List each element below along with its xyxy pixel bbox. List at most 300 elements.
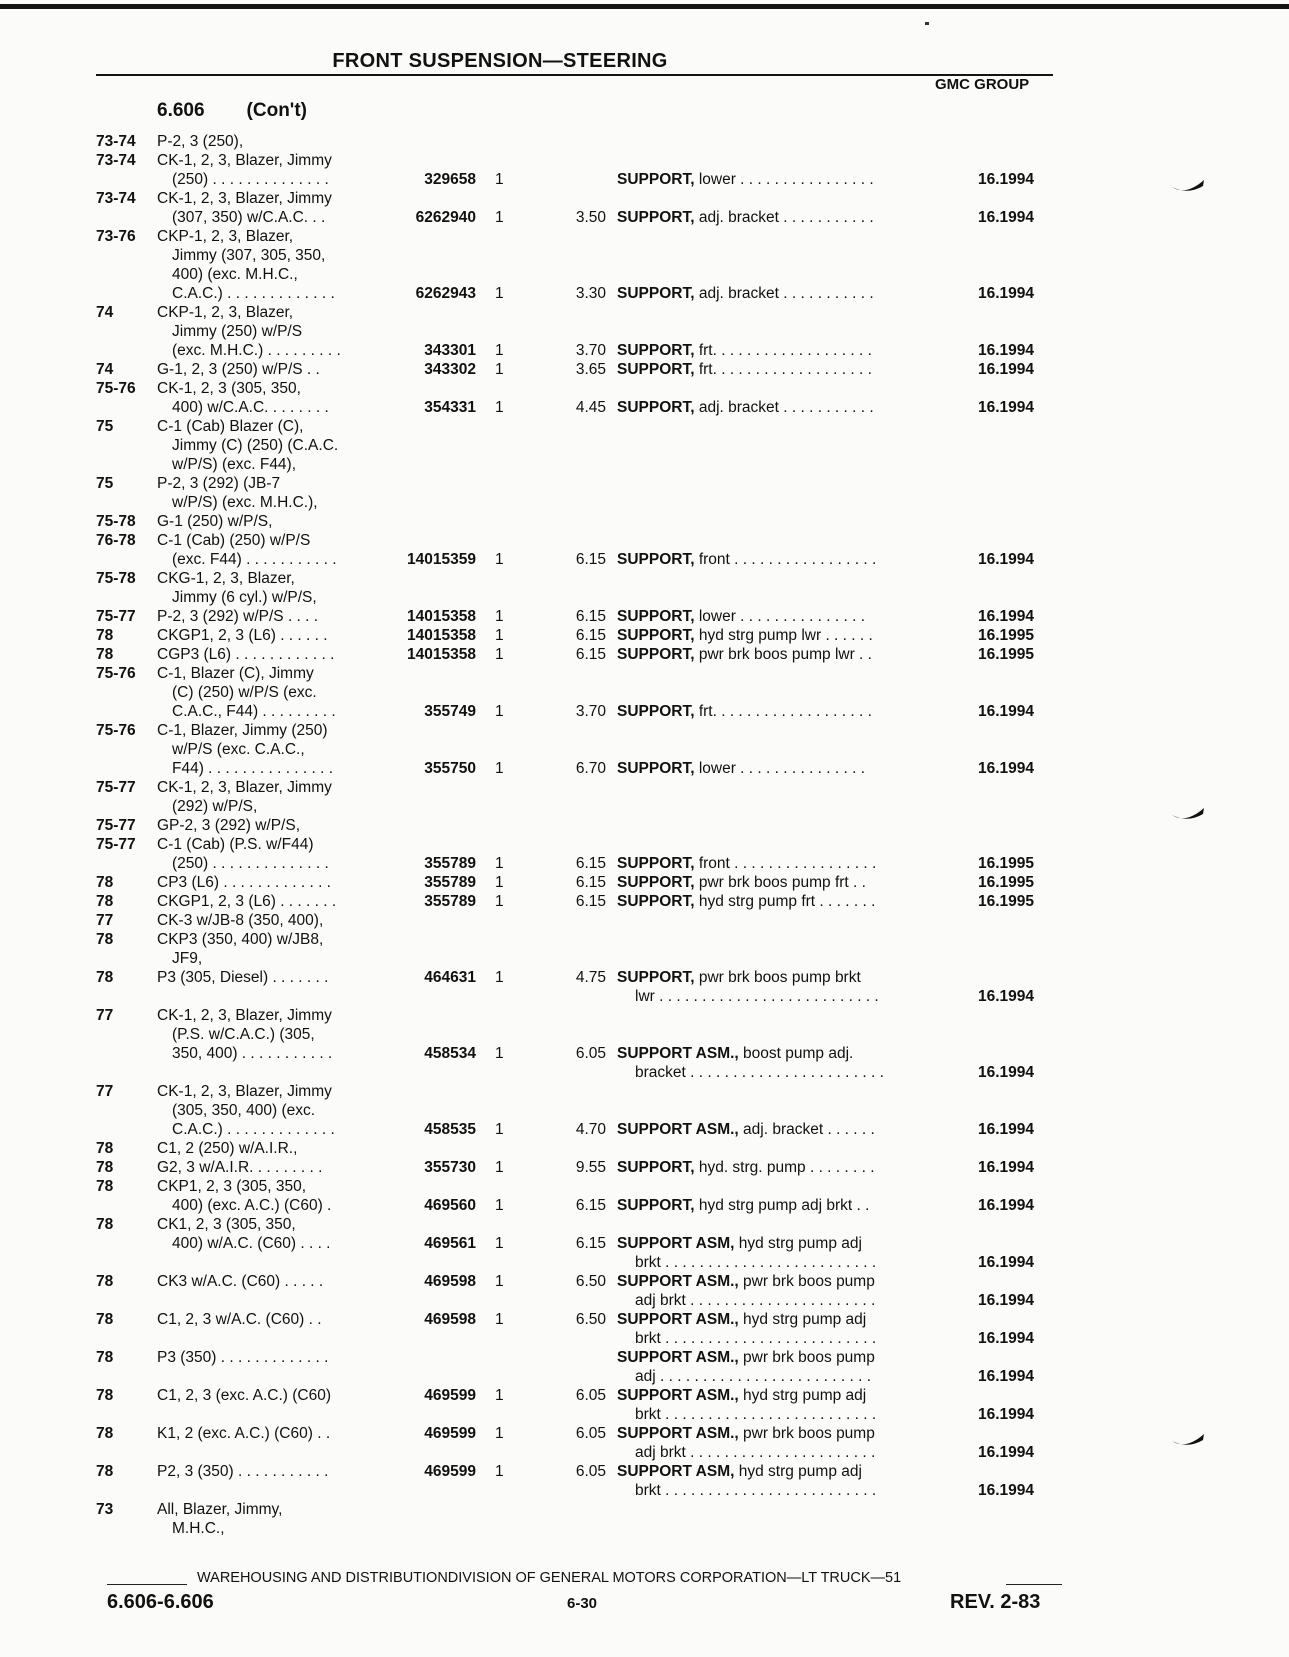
table-row [0,493,1289,512]
part-detail: adj brkt . . . . . . . . . . . . . . . . . . . . . . [635,1444,876,1461]
table-row [0,778,1289,797]
part-name: SUPPORT, [617,646,695,663]
price: 6.05 [575,1045,606,1062]
model-year: 78 [96,1273,114,1290]
model-year: 77 [96,1007,114,1024]
application-text: CP3 (L6) . . . . . . . . . . . . . [157,874,331,891]
part-detail: hyd strg pump lwr . . . . . . [694,627,873,644]
table-row [0,626,1289,645]
group-number: 16.1994 [978,1159,1035,1176]
table-row [0,797,1289,816]
table-row [0,417,1289,436]
application-text: CK-3 w/JB-8 (350, 400), [157,912,324,929]
table-row [0,1386,1289,1405]
group-number: 16.1994 [978,1368,1035,1385]
table-row [0,987,1289,1006]
price: 9.55 [575,1159,606,1176]
quantity: 1 [495,361,504,378]
part-detail: pwr brk boos pump [738,1425,875,1442]
application-text: (305, 350, 400) (exc. [172,1102,316,1119]
table-row [0,607,1289,626]
model-year: 75-77 [96,779,136,796]
part-detail: adj. bracket . . . . . . . . . . . [694,285,874,302]
part-description [617,1310,866,1329]
part-number: 355749 [424,703,476,720]
footer-section-range: 6.606-6.606 [107,1591,214,1613]
application-text: GP-2, 3 (292) w/P/S, [157,817,300,834]
group-number: 16.1994 [978,608,1035,625]
table-row [0,740,1289,759]
table-row [0,1405,1289,1424]
part-name: SUPPORT ASM., [617,1121,739,1138]
part-name: SUPPORT ASM., [617,1273,739,1290]
price: 6.50 [575,1273,606,1290]
binder-check-mark [1170,178,1206,196]
application-text: w/P/S) (exc. F44), [172,456,297,473]
table-row [0,1044,1289,1063]
table-row [0,322,1289,341]
quantity: 1 [495,399,504,416]
price: 6.05 [575,1425,606,1442]
table-row [0,1310,1289,1329]
table-row [0,854,1289,873]
part-name: SUPPORT ASM., [617,1311,739,1328]
model-year: 78 [96,893,114,910]
application-text: CK3 w/A.C. (C60) . . . . . [157,1273,324,1290]
part-number: 469599 [424,1387,476,1404]
application-text: CGP3 (L6) . . . . . . . . . . . . [157,646,335,663]
group-number: 16.1994 [978,342,1035,359]
part-description [617,702,872,721]
table-row [0,341,1289,360]
part-number: 6262943 [415,285,476,302]
section-heading [157,100,307,122]
table-row [0,379,1289,398]
group-number: 16.1994 [978,760,1035,777]
table-row [0,1196,1289,1215]
group-number: 16.1994 [978,551,1035,568]
quantity: 1 [495,1045,504,1062]
table-row [0,227,1289,246]
price: 6.05 [575,1387,606,1404]
part-name: SUPPORT, [617,969,695,986]
part-description [617,759,865,778]
application-text: 400) w/A.C. (C60) . . . . [172,1235,331,1252]
group-number: 16.1995 [978,646,1035,663]
application-text: C1, 2 (250) w/A.I.R., [157,1140,298,1157]
part-description [617,341,872,360]
application-text: Jimmy (307, 305, 350, [172,247,326,264]
part-description [617,398,874,417]
part-detail: frt. . . . . . . . . . . . . . . . . . . [694,703,872,720]
group-number: 16.1994 [978,1292,1035,1309]
model-year: 75-77 [96,817,136,834]
table-row [0,1291,1289,1310]
part-description [617,1044,853,1063]
quantity: 1 [495,342,504,359]
table-row [0,151,1289,170]
title-rule [96,74,1053,76]
part-number: 464631 [424,969,476,986]
part-description [617,1120,875,1139]
table-row [0,474,1289,493]
part-number: 458535 [424,1121,476,1138]
binder-check-mark [1170,806,1206,824]
application-text: CKGP1, 2, 3 (L6) . . . . . . . [157,893,337,910]
application-text: CK-1, 2, 3, Blazer, Jimmy [157,1083,332,1100]
table-row [0,1500,1289,1519]
part-number: 343301 [424,342,476,359]
table-row [0,664,1289,683]
quantity: 1 [495,171,504,188]
model-year: 75-77 [96,608,136,625]
part-detail: brkt . . . . . . . . . . . . . . . . . . . . . . . . . [635,1254,877,1271]
part-description [617,854,876,873]
application-text: C-1, Blazer (C), Jimmy [157,665,314,682]
quantity: 1 [495,551,504,568]
quantity: 1 [495,969,504,986]
part-name: SUPPORT ASM., [617,1349,739,1366]
model-year: 77 [96,912,114,929]
part-name: SUPPORT, [617,209,695,226]
application-text: CKGP1, 2, 3 (L6) . . . . . . [157,627,328,644]
price: 3.70 [575,342,606,359]
footer-rule-right [1006,1584,1062,1585]
application-text: P-2, 3 (250), [157,133,244,150]
part-name: SUPPORT, [617,171,695,188]
model-year: 75-77 [96,836,136,853]
application-text: (exc. M.H.C.) . . . . . . . . . [172,342,341,359]
model-year: 78 [96,1178,114,1195]
part-number: 14015358 [407,646,476,663]
part-detail: brkt . . . . . . . . . . . . . . . . . . . . . . . . . [635,1482,877,1499]
part-description [635,1063,884,1082]
part-description [635,1329,876,1348]
table-row [0,1120,1289,1139]
quantity: 1 [495,855,504,872]
group-number: 16.1994 [978,285,1035,302]
part-detail: brkt . . . . . . . . . . . . . . . . . . . . . . . . . [635,1330,877,1347]
model-year: 75 [96,418,114,435]
model-year: 78 [96,1311,114,1328]
part-name: SUPPORT, [617,703,695,720]
model-year: 75-76 [96,380,136,397]
part-number: 469598 [424,1311,476,1328]
group-number: 16.1994 [978,1444,1035,1461]
part-detail: lwr . . . . . . . . . . . . . . . . . . . . . . . . . . [635,988,879,1005]
application-text: P-2, 3 (292) w/P/S . . . . [157,608,319,625]
part-description [617,284,874,303]
part-detail: brkt . . . . . . . . . . . . . . . . . . . . . . . . . [635,1406,877,1423]
footer-revision: REV. 2-83 [950,1591,1041,1613]
part-number: 6262940 [415,209,476,226]
table-row [0,1025,1289,1044]
part-number: 355730 [424,1159,476,1176]
quantity: 1 [495,1311,504,1328]
group-number: 16.1995 [978,855,1035,872]
table-row [0,455,1289,474]
application-text: CK-1, 2, 3, Blazer, Jimmy [157,190,332,207]
part-detail: hyd strg pump frt . . . . . . . [694,893,876,910]
part-description [635,1367,871,1386]
table-row [0,1462,1289,1481]
part-detail: pwr brk boos pump [738,1273,875,1290]
part-detail: hyd strg pump adj [738,1311,867,1328]
part-name: SUPPORT ASM., [617,1045,739,1062]
application-text: CKP1, 2, 3 (305, 350, [157,1178,307,1195]
table-row [0,436,1289,455]
table-row [0,759,1289,778]
application-text: (292) w/P/S, [172,798,258,815]
price: 3.30 [575,285,606,302]
model-year: 74 [96,304,114,321]
part-number: 355789 [424,855,476,872]
quantity: 1 [495,1425,504,1442]
part-description [617,626,873,645]
part-description [635,1291,875,1310]
application-text: CK-1, 2, 3, Blazer, Jimmy [157,152,332,169]
part-description [635,1443,875,1462]
group-number: 16.1994 [978,1121,1035,1138]
group-heading: GMC GROUP [935,76,1030,93]
part-number: 458534 [424,1045,476,1062]
part-number: 469598 [424,1273,476,1290]
part-description [635,1405,876,1424]
model-year: 75 [96,475,114,492]
footer-rule-left [107,1584,187,1585]
part-description [617,1348,875,1367]
application-text: P3 (350) . . . . . . . . . . . . . [157,1349,329,1366]
application-text: (P.S. w/C.A.C.) (305, [172,1026,315,1043]
part-description [617,1424,875,1443]
quantity: 1 [495,1387,504,1404]
part-name: SUPPORT, [617,361,695,378]
part-number: 355750 [424,760,476,777]
part-number: 469561 [424,1235,476,1252]
model-year: 74 [96,361,114,378]
footer-page-number: 6-30 [567,1595,598,1612]
price: 6.15 [575,1197,606,1214]
group-number: 16.1995 [978,874,1035,891]
price: 3.65 [575,361,606,378]
part-name: SUPPORT, [617,1197,695,1214]
quantity: 1 [495,760,504,777]
part-name: SUPPORT ASM., [617,1425,739,1442]
price: 6.15 [575,551,606,568]
application-text: M.H.C., [172,1520,225,1537]
model-year: 75-76 [96,722,136,739]
model-year: 78 [96,1387,114,1404]
part-name: SUPPORT, [617,399,695,416]
table-row [0,892,1289,911]
group-number: 16.1994 [978,399,1035,416]
part-name: SUPPORT ASM, [617,1235,735,1252]
part-detail: bracket . . . . . . . . . . . . . . . . . . . . . . . [635,1064,884,1081]
part-name: SUPPORT, [617,285,695,302]
application-text: P3 (305, Diesel) . . . . . . . [157,969,329,986]
application-text: Jimmy (6 cyl.) w/P/S, [172,589,317,606]
part-detail: boost pump adj. [738,1045,854,1062]
application-text: 350, 400) . . . . . . . . . . . [172,1045,333,1062]
part-detail: front . . . . . . . . . . . . . . . . . [694,855,877,872]
part-description [617,360,872,379]
application-text: w/P/S (exc. C.A.C., [172,741,305,758]
part-detail: frt. . . . . . . . . . . . . . . . . . . [694,342,872,359]
application-text: (250) . . . . . . . . . . . . . . [172,855,329,872]
table-row [0,170,1289,189]
model-year: 78 [96,1140,114,1157]
table-row [0,1234,1289,1253]
part-name: SUPPORT ASM., [617,1387,739,1404]
application-text: C.A.C.) . . . . . . . . . . . . . [172,1121,335,1138]
model-year: 76-78 [96,532,136,549]
application-text: P2, 3 (350) . . . . . . . . . . . [157,1463,329,1480]
quantity: 1 [495,1197,504,1214]
application-text: G-1, 2, 3 (250) w/P/S . . [157,361,320,378]
part-description [635,987,879,1006]
part-number: 355789 [424,874,476,891]
part-name: SUPPORT, [617,627,695,644]
table-row [0,968,1289,987]
model-year: 75-78 [96,513,136,530]
model-year: 73-76 [96,228,136,245]
model-year: 73-74 [96,190,136,207]
table-row [0,265,1289,284]
table-row [0,816,1289,835]
application-text: G-1 (250) w/P/S, [157,513,273,530]
model-year: 75-78 [96,570,136,587]
group-number: 16.1995 [978,893,1035,910]
table-row [0,132,1289,151]
application-text: 400) (exc. A.C.) (C60) . [172,1197,332,1214]
application-text: w/P/S) (exc. M.H.C.), [172,494,318,511]
application-text: Jimmy (250) w/P/S [172,323,303,340]
part-number: 14015358 [407,627,476,644]
group-number: 16.1995 [978,627,1035,644]
model-year: 78 [96,646,114,663]
print-speck [925,22,929,25]
part-number: 14015358 [407,608,476,625]
part-description [617,170,874,189]
quantity: 1 [495,1463,504,1480]
application-text: C1, 2, 3 w/A.C. (C60) . . [157,1311,322,1328]
part-description [617,1158,875,1177]
price: 6.50 [575,1311,606,1328]
group-number: 16.1994 [978,361,1035,378]
parts-table [0,132,1289,1538]
group-number: 16.1994 [978,1406,1035,1423]
table-row [0,1367,1289,1386]
table-row [0,531,1289,550]
model-year: 78 [96,1349,114,1366]
table-row [0,1443,1289,1462]
application-text: CKP3 (350, 400) w/JB8, [157,931,324,948]
table-row [0,1215,1289,1234]
part-description [635,1481,876,1500]
price: 4.70 [575,1121,606,1138]
part-description [617,550,876,569]
part-name: SUPPORT, [617,1159,695,1176]
table-row [0,1158,1289,1177]
binder-check-mark [1170,1432,1206,1450]
model-year: 73-74 [96,133,136,150]
table-row [0,550,1289,569]
part-description [617,1272,875,1291]
table-row [0,303,1289,322]
part-name: SUPPORT, [617,342,695,359]
group-number: 16.1994 [978,171,1035,188]
part-number: 14015359 [407,551,476,568]
application-text: 400) w/C.A.C. . . . . . . . [172,399,329,416]
model-year: 78 [96,1463,114,1480]
part-number: 355789 [424,893,476,910]
table-row [0,645,1289,664]
application-text: F44) . . . . . . . . . . . . . . . [172,760,334,777]
quantity: 1 [495,646,504,663]
part-description [617,1462,862,1481]
table-row [0,873,1289,892]
model-year: 78 [96,931,114,948]
application-text: All, Blazer, Jimmy, [157,1501,283,1518]
table-row [0,208,1289,227]
application-text: CK1, 2, 3 (305, 350, [157,1216,296,1233]
part-description [617,208,874,227]
quantity: 1 [495,703,504,720]
quantity: 1 [495,608,504,625]
model-year: 78 [96,1159,114,1176]
quantity: 1 [495,1235,504,1252]
part-name: SUPPORT, [617,893,695,910]
price: 4.75 [575,969,606,986]
application-text: CK-1, 2, 3, Blazer, Jimmy [157,779,332,796]
group-number: 16.1994 [978,1482,1035,1499]
group-number: 16.1994 [978,209,1035,226]
top-border-bar [0,4,1289,9]
part-number: 354331 [424,399,476,416]
part-name: SUPPORT, [617,551,695,568]
section-continued: (Con't) [246,100,307,121]
quantity: 1 [495,874,504,891]
table-row [0,1101,1289,1120]
price: 6.15 [575,608,606,625]
table-row [0,1519,1289,1538]
part-detail: pwr brk boos pump [738,1349,875,1366]
part-description [617,892,875,911]
model-year: 78 [96,874,114,891]
application-text: (250) . . . . . . . . . . . . . . [172,171,329,188]
part-detail: hyd strg pump adj [738,1387,867,1404]
table-row [0,1006,1289,1025]
part-number: 343302 [424,361,476,378]
group-number: 16.1994 [978,703,1035,720]
price: 3.50 [575,209,606,226]
application-text: CKP-1, 2, 3, Blazer, [157,304,294,321]
application-text: C-1 (Cab) (250) w/P/S [157,532,311,549]
part-detail: pwr brk boos pump brkt [694,969,861,986]
application-text: CK-1, 2, 3 (305, 350, [157,380,301,397]
application-text: (C) (250) w/P/S (exc. [172,684,317,701]
table-row [0,1348,1289,1367]
price: 3.70 [575,703,606,720]
part-detail: lower . . . . . . . . . . . . . . . [694,760,866,777]
part-number: 469599 [424,1463,476,1480]
table-row [0,284,1289,303]
application-text: C.A.C., F44) . . . . . . . . . [172,703,336,720]
table-row [0,702,1289,721]
price: 6.70 [575,760,606,777]
price: 6.15 [575,627,606,644]
table-row [0,1424,1289,1443]
